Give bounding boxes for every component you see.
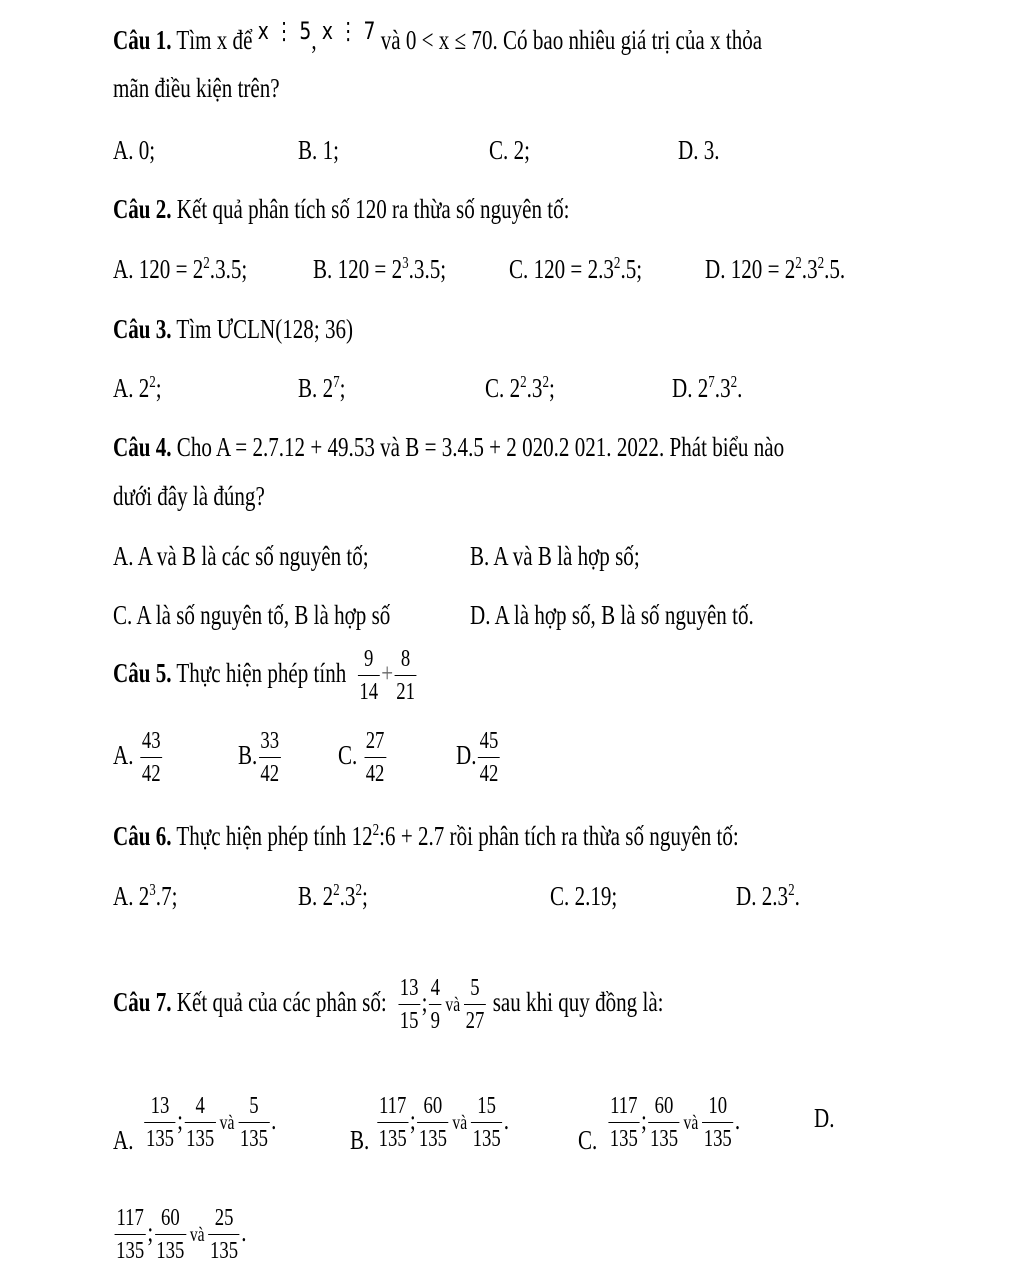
q5-text: Thực hiện phép tính — [176, 658, 347, 688]
q7-fraction-2: $\frac{4}{9}$ — [430, 975, 440, 1035]
q4-option-c[interactable]: C. A là số nguyên tố, B là hợp số — [113, 600, 391, 630]
q4-text-b: dưới đây là đúng? — [113, 481, 265, 511]
q4-text-a: Cho A = 2.7.12 + 49.53 và B = 3.4.5 + 2 020.2 021. 2022. Phát biểu nào — [176, 432, 785, 462]
q5-label: Câu 5. — [113, 658, 172, 688]
q4-option-b[interactable]: B. A và B là hợp số; — [470, 541, 640, 571]
q1-text-a: Tìm x để — [176, 25, 253, 55]
q6-exponent: 2 — [372, 819, 380, 839]
q6-text-b: :6 + 2.7 rồi phân tích ra thừa số nguyên tố: — [379, 821, 739, 851]
q1-math-b: x ⋮ 7 — [321, 17, 376, 45]
q7-fraction-3: $\frac{5}{27}$ — [465, 975, 485, 1035]
q3-option-c[interactable]: C. $2^2.3^2$; — [485, 371, 555, 403]
q1-comma: , — [311, 25, 317, 55]
q1-label: Câu 1. — [113, 25, 172, 55]
q2-option-b[interactable]: B. $120 = 2^3.3.5$; — [313, 252, 447, 284]
q5-option-a[interactable]: A. $\frac{43}{42}$ — [113, 728, 161, 788]
q1-option-c[interactable]: C. 2; — [489, 135, 530, 165]
q7-fraction-1: $\frac{13}{15}$ — [399, 975, 419, 1035]
q1-text-c: mãn điều kiện trên? — [113, 73, 280, 103]
q3-stem — [113, 313, 421, 345]
q4-stem-line2 — [113, 480, 308, 512]
q4-option-a[interactable]: A. A và B là các số nguyên tố; — [113, 541, 369, 571]
q2-text: Kết quả phân tích số 120 ra thừa số nguyên tố: — [176, 194, 570, 224]
q1-stem-line1 — [113, 17, 945, 57]
q5-option-c[interactable]: C. $\frac{27}{42}$ — [338, 728, 385, 788]
q7-text-b: sau khi quy đồng là: — [492, 987, 664, 1017]
q6-option-a[interactable]: A. $2^3.7$; — [113, 879, 178, 911]
q2-option-d[interactable]: D. $120 = 2^2.3^2.5$. — [705, 252, 846, 284]
q1-option-d[interactable]: D. 3. — [678, 135, 720, 165]
q6-label: Câu 6. — [113, 821, 172, 851]
q3-option-b[interactable]: B. $2^7$; — [298, 371, 346, 403]
q6-text-a: Thực hiện phép tính 12 — [176, 821, 373, 851]
q2-option-c[interactable]: C. $120 = 2.3^2.5$; — [509, 252, 643, 284]
q3-option-a[interactable]: A. $2^2$; — [113, 371, 162, 403]
q7-option-d-letter[interactable]: D. — [814, 1103, 835, 1133]
q7-text-a: Kết quả của các phân số: — [176, 987, 387, 1017]
q7-option-d[interactable]: $\frac{117}{135}$ ; $\frac{60}{135}$ và $\frac{25}{135}$ . — [116, 1205, 247, 1265]
q3-label: Câu 3. — [113, 314, 172, 344]
q7-stem: Câu 7. Kết quả của các phân số: $\frac{13}{15}$ ; $\frac{4}{9}$ và $\frac{5}{27}$ sau khi quy đồng là: — [113, 975, 664, 1035]
q7-option-b[interactable]: B. $\frac{117}{135}$ ; $\frac{60}{135}$ và $\frac{15}{135}$ . — [350, 1093, 510, 1155]
q6-option-c[interactable]: C. 2.19; — [550, 881, 618, 911]
q3-text: Tìm ƯCLN(128; 36) — [176, 314, 354, 344]
q5-option-b[interactable]: B. $\frac{33}{42}$ — [238, 728, 280, 788]
q4-option-d[interactable]: D. A là hợp số, B là số nguyên tố. — [470, 599, 834, 631]
q7-label: Câu 7. — [113, 987, 172, 1017]
q6-option-b[interactable]: B. $2^2.3^2$; — [298, 879, 368, 911]
q7-option-a[interactable]: A. $\frac{13}{135}$ ; $\frac{4}{135}$ và $\frac{5}{135}$ . — [113, 1093, 277, 1155]
q7-option-c[interactable]: C. $\frac{117}{135}$ ; $\frac{60}{135}$ và $\frac{10}{135}$ . — [578, 1093, 741, 1155]
q2-stem — [113, 193, 698, 225]
q4-stem-line1 — [113, 431, 973, 463]
q5-fraction-2: $\frac{8}{21}$ — [396, 646, 415, 706]
q1-text-b: và 0 < x ≤ 70. Có bao nhiêu giá trị của x thỏa — [380, 25, 763, 55]
q1-option-b[interactable]: B. 1; — [298, 135, 339, 165]
q5-option-d[interactable]: D. $\frac{45}{42}$ — [456, 728, 499, 788]
q4-label: Câu 4. — [113, 432, 172, 462]
q3-option-d[interactable]: D. $2^7.3^2$. — [672, 371, 743, 403]
q2-option-a[interactable]: A. $120 = 2^2.3.5$; — [113, 252, 248, 284]
q2-label: Câu 2. — [113, 194, 172, 224]
q1-math-a: x ⋮ 5 — [257, 17, 312, 45]
q1-option-a[interactable]: A. 0; — [113, 135, 156, 165]
q6-stem — [113, 820, 915, 852]
q5-fraction-1: $\frac{9}{14}$ — [359, 646, 379, 706]
q5-stem — [113, 638, 504, 708]
q1-stem-line2 — [113, 72, 327, 104]
q5-plus: + — [381, 658, 394, 688]
q6-option-d[interactable]: D. $2.3^2$. — [736, 879, 800, 911]
